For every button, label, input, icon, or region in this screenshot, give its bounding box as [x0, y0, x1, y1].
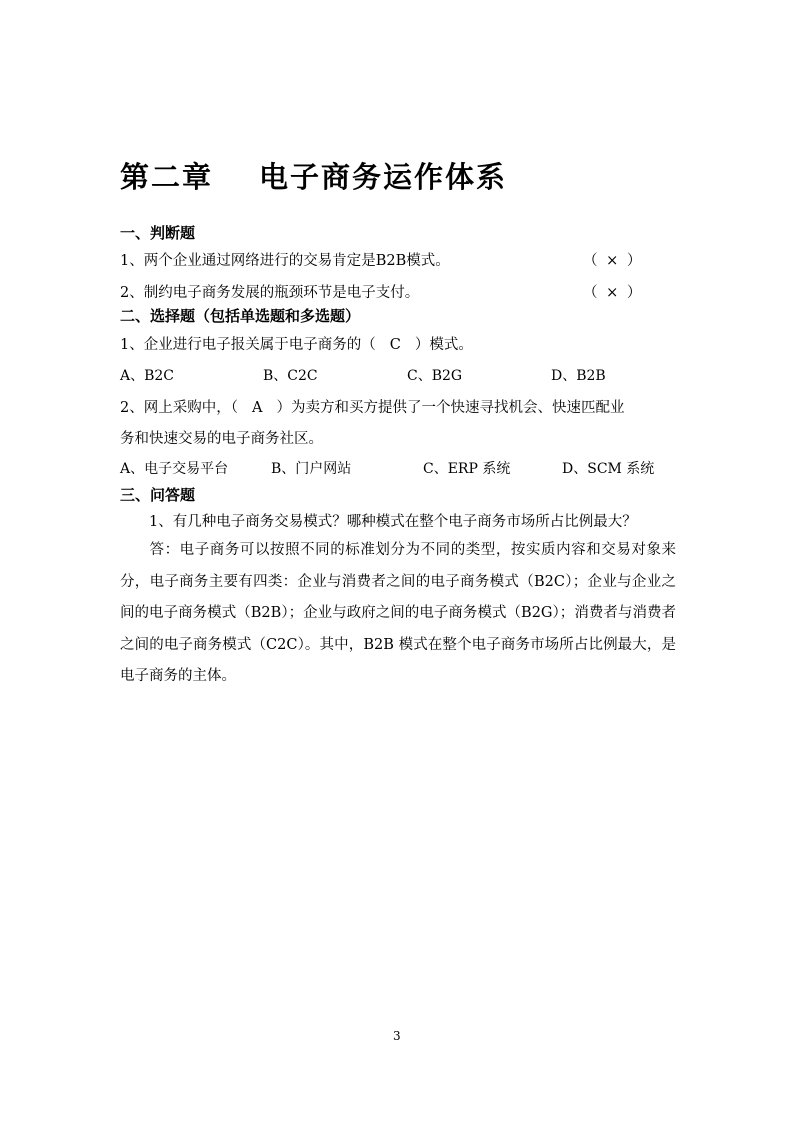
- choice-2-option-d: D、SCM 系统: [562, 461, 655, 477]
- choice-question-2: [120, 396, 624, 417]
- chapter-number: 第二章: [120, 160, 214, 194]
- choice-2-option-b: B、门户网站: [271, 461, 352, 477]
- choice-question-2-line2: 务和快速交易的电子商务社区。: [120, 431, 323, 447]
- page-number: 3: [393, 1029, 401, 1043]
- judgement-answer-1: （ × ）: [583, 253, 644, 269]
- chapter-name: 电子商务运作体系: [259, 160, 508, 194]
- choice-2-option-a: A、电子交易平台: [120, 461, 229, 477]
- choice-question-2-tail: ）为卖方和买方提供了一个快速寻找机会、快速匹配业: [276, 400, 625, 416]
- essay-answer: [120, 535, 676, 693]
- section-heading-choice: 二、选择题（包括单选题和多选题）: [120, 307, 361, 325]
- judgement-item-2: 2、制约电子商务发展的瓶颈环节是电子支付。: [120, 285, 420, 301]
- choice-question-2-stem: 2、网上采购中，（: [120, 400, 238, 416]
- essay-question: 1、有几种电子商务交易模式？哪种模式在整个电子商务市场所占比例最大？: [149, 514, 637, 530]
- choice-question-1-stem: 1、企业进行电子报关属于电子商务的（: [120, 337, 376, 353]
- judgement-answer-2: （ × ）: [583, 285, 644, 301]
- choice-1-option-b: B、C2C: [263, 368, 318, 384]
- section-heading-judgement: 一、判断题: [120, 224, 196, 242]
- choice-question-1-tail: ）模式。: [414, 337, 473, 353]
- judgement-item-1: 1、两个企业通过网络进行的交易肯定是B2B模式。: [120, 253, 450, 269]
- choice-question-1: [120, 333, 473, 354]
- section-heading-essay: 三、问答题: [120, 486, 196, 504]
- choice-question-1-answer: C: [389, 337, 401, 353]
- choice-question-2-answer: A: [251, 400, 263, 416]
- choice-2-option-c: C、ERP 系统: [423, 461, 511, 477]
- choice-1-option-d: D、B2B: [551, 368, 606, 384]
- chapter-title: [120, 155, 507, 196]
- choice-1-option-a: A、B2C: [120, 368, 175, 384]
- essay-answer-text: 答：电子商务可以按照不同的标准划分为不同的类型，按实质内容和交易对象来分，电子商务主要有四类：企业与消费者之间的电子商务模式（B2C）；企业与企业之间的电子商务模式（B2B）；企业与政府之间的电子商务模式（B2G）；消费者与消费者之间的电子商务模式（C2C）。其中，B2B 模式在整个电子商务市场所占比例最大，是电子商务的主体。: [120, 542, 676, 684]
- choice-1-option-c: C、B2G: [407, 368, 463, 384]
